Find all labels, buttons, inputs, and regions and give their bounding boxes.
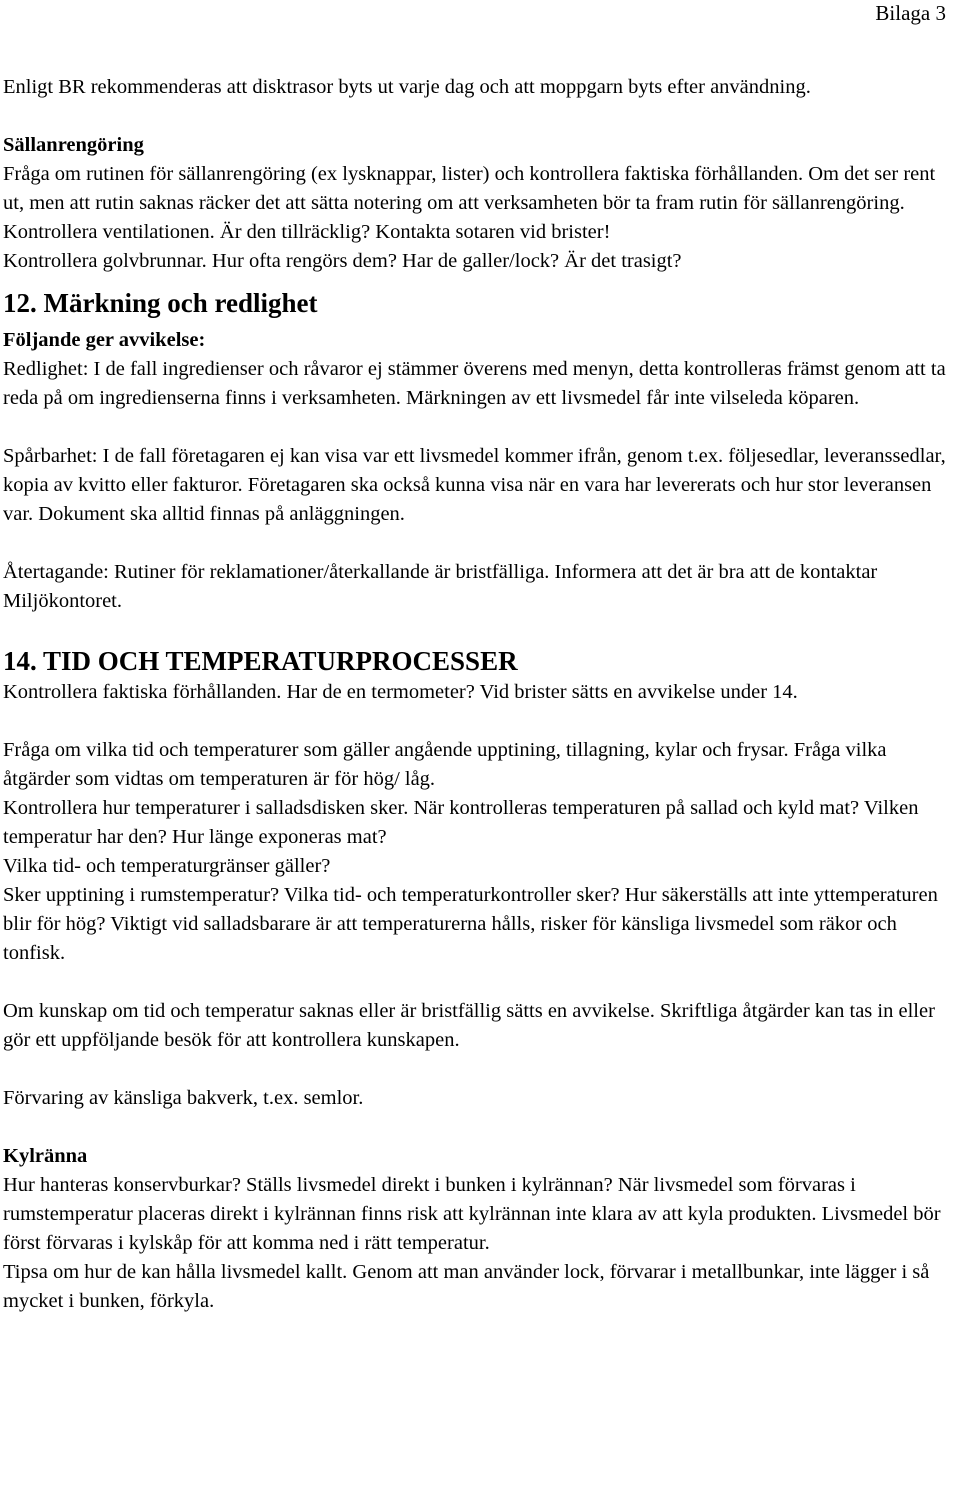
kylranna-paragraph-2: Tipsa om hur de kan hålla livsmedel kallt. Genom att man använder lock, förvarar i metallbunkar, inte lägger i så mycket i bunken, förkyla. (3, 1261, 930, 1312)
document-body (3, 73, 951, 1316)
sallan-paragraph-3: Kontrollera golvbrunnar. Hur ofta rengörs dem? Har de galler/lock? Är det trasigt? (3, 250, 682, 272)
sallan-paragraph-1: Fråga om rutinen för sällanrengöring (ex lysknappar, lister) och kontrollera faktiska förhållanden. Om det ser rent ut, men att rutin saknas räcker det att sätta notering om att verksamheten bör ta fram rutin för sällanrengöring. (3, 163, 936, 214)
sallan-paragraph-2: Kontrollera ventilationen. Är den tillräcklig? Kontakta sotaren vid brister! (3, 221, 611, 243)
kylranna-heading: Kylränna (3, 1145, 88, 1167)
section-14-paragraph-6: Om kunskap om tid och temperatur saknas eller är bristfällig sätts en avvikelse. Skriftliga åtgärder kan tas in eller gör ett uppföljande besök för att kontrollera kunskapen. (3, 1000, 935, 1051)
section-14-paragraph-4: Vilka tid- och temperaturgränser gäller? (3, 855, 331, 877)
section-14-paragraph-7: Förvaring av känsliga bakverk, t.ex. semlor. (3, 1087, 364, 1109)
redlighet-paragraph: Redlighet: I de fall ingredienser och råvaror ej stämmer överens med menyn, detta kontrolleras främst genom att ta reda på om ingredienserna finns i verksamheten. Märkningen av ett livsmedel får inte vilseleda köparen. (3, 358, 946, 409)
section-14-heading: 14. TID OCH TEMPERATURPROCESSER (3, 646, 518, 676)
sallan-heading: Sällanrengöring (3, 134, 144, 156)
section-14-paragraph-5: Sker upptining i rumstemperatur? Vilka tid- och temperaturkontroller sker? Hur säkerställs att inte yttemperaturen blir för hög? Viktigt vid salladsbarare är att temperaturerna hålls, risker för känsliga livsmedel som räkor och tonfisk. (3, 884, 938, 964)
section-12-heading: 12. Märkning och redlighet (3, 288, 318, 318)
section-14-paragraph-2: Fråga om vilka tid och temperaturer som gäller angående upptining, tillagning, kylar och frysar. Fråga vilka åtgärder som vidtas om temperaturen är för hög/ låg. (3, 739, 887, 790)
sparbarhet-paragraph: Spårbarhet: I de fall företagaren ej kan visa var ett livsmedel kommer ifrån, genom t.ex. följesedlar, leveranssedlar, kopia av kvitto eller fakturor. Företagaren ska också kunna visa när en vara har levererats och hur stor leveransen var. Dokument ska alltid finnas på anläggningen. (3, 445, 946, 525)
intro-paragraph: Enligt BR rekommenderas att disktrasor byts ut varje dag och att moppgarn byts efter användning. (3, 76, 811, 98)
kylranna-paragraph-1: Hur hanteras konservburkar? Ställs livsmedel direkt i bunken i kylrännan? När livsmedel som förvaras i rumstemperatur placeras direkt i kylrännan finns risk att kylrännan inte klara av att kyla produkten. Livsmedel bör först förvaras i kylskåp för att komma ned i rätt temperatur. (3, 1174, 941, 1254)
section-12-subheading: Följande ger avvikelse: (3, 329, 206, 351)
section-14-paragraph-3: Kontrollera hur temperaturer i salladsdisken sker. När kontrolleras temperaturen på sallad och kyld mat? Vilken temperatur har den? Hur länge exponeras mat? (3, 797, 919, 848)
section-14-paragraph-1: Kontrollera faktiska förhållanden. Har de en termometer? Vid brister sätts en avvikelse under 14. (3, 681, 798, 703)
atertagande-paragraph: Återtagande: Rutiner för reklamationer/återkallande är bristfälliga. Informera att det är bra att de kontaktar Miljökontoret. (3, 561, 878, 612)
page-header-label: Bilaga 3 (875, 1, 946, 25)
